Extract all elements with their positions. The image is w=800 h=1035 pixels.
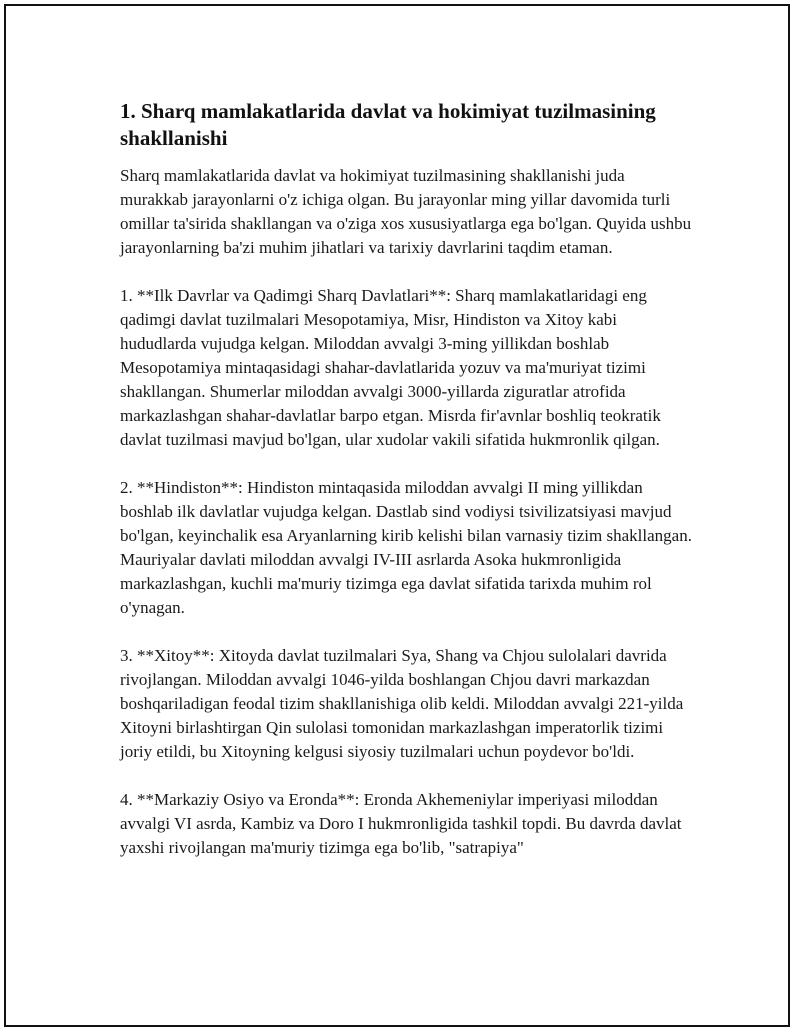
paragraph-ancient-east: 1. **Ilk Davrlar va Qadimgi Sharq Davlatlari**: Sharq mamlakatlaridagi eng qadimgi davlat tuzilmalari Mesopotamiya, Misr, Hindiston va Xitoy kabi hududlarda vujudga kelgan. Miloddan avvalgi 3-ming yillikdan boshlab Mesopotamiya mintaqasidagi shahar-davlatlarida yozuv va ma'muriyat tizimi shakllangan. Shumerlar miloddan avvalgi 3000-yillarda ziguratlar atrofida markazlashgan shahar-davlatlar barpo etgan. Misrda fir'avnlar boshliq teokratik davlat tuzilmasi mavjud bo'lgan, ular xudolar vakili sifatida hukmronlik qilgan. — [120, 286, 661, 449]
paragraph-central-asia-iran: 4. **Markaziy Osiyo va Eronda**: Eronda Akhemeniylar imperiyasi miloddan avvalgi VI asrda, Kambiz va Doro I hukmronligida tashkil topdi. Bu davrda davlat yaxshi rivojlangan ma'muriy tizimga ega bo'lib, "satrapiya" — [120, 790, 682, 857]
document-page — [4, 4, 790, 1027]
document-title: 1. Sharq mamlakatlarida davlat va hokimiyat tuzilmasining shakllanishi — [120, 99, 656, 150]
document-body — [120, 98, 694, 884]
intro-paragraph: Sharq mamlakatlarida davlat va hokimiyat tuzilmasining shakllanishi juda murakkab jarayonlarni o'z ichiga olgan. Bu jarayonlar ming yillar davomida turli omillar ta'sirida shakllangan va o'ziga xos xususiyatlarga ega bo'lgan. Quyida ushbu jarayonlarning ba'zi muhim jihatlari va tarixiy davrlarini taqdim etaman. — [120, 166, 692, 257]
paragraph-china: 3. **Xitoy**: Xitoyda davlat tuzilmalari Sya, Shang va Chjou sulolalari davrida rivojlangan. Miloddan avvalgi 1046-yilda boshlangan Chjou davri markazdan boshqariladigan feodal tizim shakllanishiga olib keldi. Miloddan avvalgi 221-yilda Xitoyni birlashtirgan Qin sulolasi tomonidan markazlashgan imperatorlik tizimi joriy etildi, bu Xitoyning kelgusi siyosiy tuzilmalari uchun poydevor bo'ldi. — [120, 646, 684, 761]
paragraph-india: 2. **Hindiston**: Hindiston mintaqasida miloddan avvalgi II ming yillikdan boshlab ilk davlatlar vujudga kelgan. Dastlab sind vodiysi tsivilizatsiyasi mavjud bo'lgan, keyinchalik esa Aryanlarning kirib kelishi bilan varnasiy tizim shakllangan. Mauriyalar davlati miloddan avvalgi IV-III asrlarda Asoka hukmronligida markazlashgan, kuchli ma'muriy tizimga ega davlat sifatida tarixda muhim rol o'ynagan. — [120, 478, 692, 617]
